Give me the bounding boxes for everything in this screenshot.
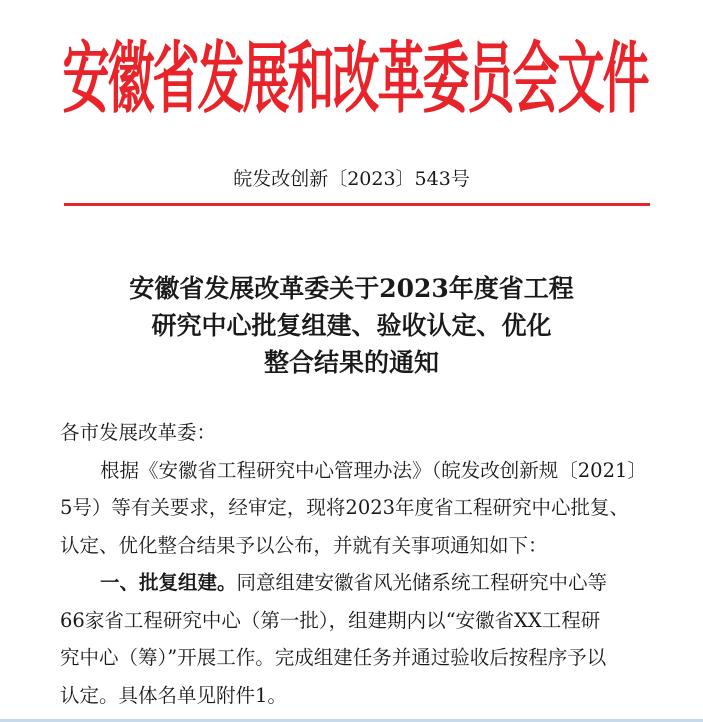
body-text: 同意组建安徽省风光储系统工程研究中心等 bbox=[236, 571, 608, 594]
title-line: 安徽省发展改革委关于2023年度省工程 bbox=[129, 274, 574, 303]
body-line: 根据《安徽省工程研究中心管理办法》（皖发改创新规〔2021〕 bbox=[100, 458, 647, 482]
document-title bbox=[0, 270, 703, 381]
body-line: 认定、优化整合结果予以公布，并就有关事项通知如下： bbox=[60, 533, 548, 557]
body-line bbox=[60, 564, 660, 602]
body-line: 66家省工程研究中心（第一批），组建期内以“安徽省XX工程研 bbox=[60, 608, 601, 632]
red-divider bbox=[64, 203, 650, 206]
body-line: 究中心（筹）”开展工作。完成组建任务并通过验收后按程序予以 bbox=[60, 646, 607, 669]
title-line: 研究中心批复组建、验收认定、优化 bbox=[151, 311, 552, 340]
body-line: 5号）等有关要求，经审定，现将2023年度省工程研究中心批复、 bbox=[60, 496, 630, 519]
title-line: 整合结果的通知 bbox=[263, 348, 439, 377]
section-heading: 一、批复组建。 bbox=[100, 571, 237, 594]
document-masthead: 安徽省发展和改革委员会文件 bbox=[62, 33, 648, 125]
salutation: 各市发展改革委： bbox=[60, 421, 217, 444]
body-line: 认定。具体名单见附件1。 bbox=[60, 683, 287, 707]
document-body bbox=[60, 414, 660, 714]
document-number: 皖发改创新〔2023〕543号 bbox=[233, 168, 470, 190]
